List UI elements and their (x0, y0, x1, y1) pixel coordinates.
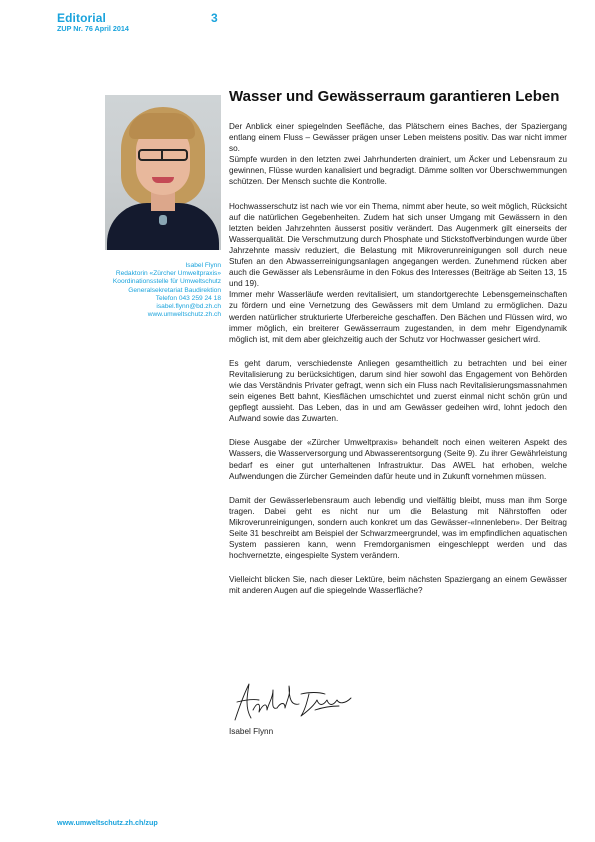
paragraph: Immer mehr Wasserläufe werden revitalisiert, um standortgerechte Lebensgemeinschaften zu fördern und eine Vernetzung des Gewässers mit dem Umland zu ermöglichen. Dazu werden natürlicher strukturierte Uferbereiche geschaffen. Den Bächen und Flüssen wird, wo immer möglich, ein breiterer Gewässerraum zugestanden, in dem mehr Eigendynamik möglich ist, mit dem aber gleichzeitig auch der Schutz vor Hochwasser gesichert wird. (229, 290, 567, 344)
signature-name: Isabel Flynn (229, 727, 274, 736)
footer-link[interactable]: www.umweltschutz.zh.ch/zup (57, 818, 158, 827)
paragraph: Diese Ausgabe der «Zürcher Umweltpraxis» behandelt noch einen weiteren Aspekt des Wassers, die Wasserversorgung und Abwasserentsorgung (Seite 9). Zu ihrer Gewährleistung bedarf es einer gut unterhaltenen Infrastruktur. Das AWEL hat erhoben, welche Aufwendungen die Zürcher Gemeinden dafür heute und in Zukunft vornehmen müssen. (229, 438, 567, 481)
paragraph: Damit der Gewässerlebensraum auch lebendig und vielfältig bleibt, muss man ihm Sorge tragen. Dabei geht es nicht nur um die Belastung mit Nährstoffen oder Mikroverunreinigungen, sondern auch konkret um das Gewässer-«Innenleben». Der Beitrag Seite 31 beschreibt am Beispiel der Schwarzmeergrundel, was im empfindlichen aquatischen System passieren kann, wenn Fremdorganismen eingeschleppt werden und das hochvernetzte, eingespielte System verändern. (229, 495, 567, 561)
caption-role: Redaktorin «Zürcher Umweltpraxis» (115, 270, 221, 278)
caption-office: Generalsekretariat Baudirektion (128, 286, 221, 294)
article-body (229, 121, 567, 609)
caption-phone: Telefon 043 259 24 18 (155, 294, 221, 302)
caption-website-link[interactable]: www.umweltschutz.zh.ch (147, 311, 221, 319)
paragraph: Es geht darum, verschiedenste Anliegen gesamtheitlich zu betrachten und bei einer Revitalisierung zu berücksichtigen, darum sind hier sowohl das Engagement von Behörden wie das Verständnis Privater gefragt, wenn sich ein Fluss nach Revitalisierungsmassnahmen sein eigenes Bett bahnt, Kiesflächen umschichtet und zuerst einmal nicht schön grün und gepflegt aussieht. Das Leben, das in und am Gewässer gedeihen wird, lohnt jedoch den Aufwand sowie das Zuwarten. (229, 358, 567, 424)
paragraph: Sümpfe wurden in den letzten zwei Jahrhunderten drainiert, um Äcker und Lebensraum zu gewinnen, Flüsse wurden kanalisiert und begradigt. Dämme sollten vor Überschwemmungen schützen. Der Mensch suchte die Kontrolle. (229, 155, 567, 187)
author-photo (105, 95, 221, 250)
handwritten-signature (229, 680, 357, 726)
article-title: Wasser und Gewässerraum garantieren Leben (229, 88, 560, 105)
issue-label: ZUP Nr. 76 April 2014 (57, 24, 129, 33)
paragraph: Hochwasserschutz ist nach wie vor ein Thema, nimmt aber heute, so weit möglich, Rücksicht auf die natürlichen Gegebenheiten. Zudem hat sich unser Umgang mit Gewässern in den letzten beiden Jahrzehnten äusserst positiv verändert. Das Augenmerk gilt einerseits der Wasserqualität. Die Verschmutzung durch Phosphate und Stickstoffverbindungen wurde über Jahrzehnte massiv reduziert, die Belastung mit Mikroverunreinigungen soll durch neue Stufen an den Abwasserreinigungsanlagen angegangen werden. Zunehmend rücken aber auch die Gewässer als Lebensräume in den Fokus des Interesses (Beiträge ab Seiten 13, 15 und 19). (229, 201, 567, 289)
caption-email-link[interactable]: isabel.flynn@bd.zh.ch (156, 303, 221, 311)
caption-department: Koordinationsstelle für Umweltschutz (112, 278, 221, 286)
paragraph: Vielleicht blicken Sie, nach dieser Lektüre, beim nächsten Spaziergang an einem Gewässer mit anderen Augen auf die spiegelnde Wasserfläche? (229, 575, 567, 596)
paragraph: Der Anblick einer spiegelnden Seefläche, das Plätschern eines Baches, der Spaziergang entlang einem Fluss – Gewässer prägen unser Leben meistens positiv. Das war nicht immer so. (229, 122, 567, 154)
caption-name: Isabel Flynn (185, 262, 221, 269)
author-caption (57, 262, 221, 319)
section-title: Editorial (57, 11, 106, 25)
page-number: 3 (211, 11, 218, 25)
